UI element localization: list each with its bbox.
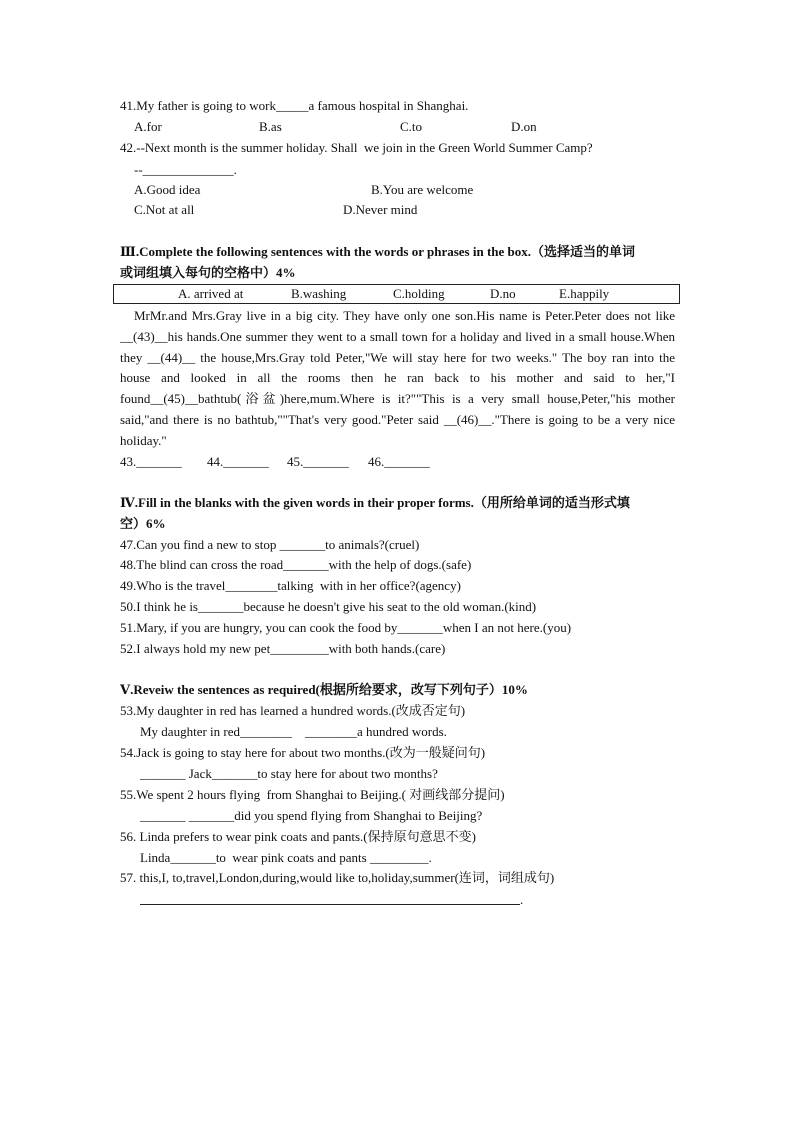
box-word-c: C.holding	[393, 286, 445, 301]
q41-option-d: D.on	[511, 119, 537, 134]
box-word-b: B.washing	[291, 286, 347, 301]
q42-option-b: B.You are welcome	[371, 182, 474, 197]
question-41-stem: 41.My father is going to work_____a famous hospital in Shanghai.	[120, 98, 469, 113]
question-42-stem: 42.--Next month is the summer holiday. Shall we join in the Green World Summer Camp?	[120, 140, 593, 155]
question-53-answer: My daughter in red________ ________a hundred words.	[140, 724, 447, 739]
box-word-e: E.happily	[559, 286, 610, 301]
answer-44: 44._______	[207, 454, 269, 469]
box-word-d: D.no	[490, 286, 516, 301]
section-3-title-cont: 或词组填入每句的空格中）4%	[120, 265, 296, 280]
q42-option-a: A.Good idea	[134, 182, 201, 197]
question-54-answer: _______ Jack_______to stay here for about two months?	[140, 766, 438, 781]
question-56: 56. Linda prefers to wear pink coats and pants.(保持原句意思不变)	[120, 829, 476, 844]
question-52: 52.I always hold my new pet_________with both hands.(care)	[120, 641, 446, 656]
question-56-answer: Linda_______to wear pink coats and pants _________.	[140, 850, 432, 865]
answer-43: 43._______	[120, 454, 182, 469]
section-3-title: Ⅲ.Complete the following sentences with the words or phrases in the box.（选择适当的单词	[120, 244, 635, 259]
q41-option-c: C.to	[400, 119, 423, 134]
question-47: 47.Can you find a new to stop _______to animals?(cruel)	[120, 537, 420, 552]
section-4-title: Ⅳ.Fill in the blanks with the given words in their proper forms.（用所给单词的适当形式填	[120, 495, 630, 510]
question-55-answer: _______ _______did you spend flying from Shanghai to Beijing?	[140, 808, 483, 823]
cloze-passage: MrMr.and Mrs.Gray live in a big city. They have only one son.His name is Peter.Peter does not like __(43)__his hands.One summer they went to a small town for a holiday and lived in a small house.When they __(44)__ the house,Mrs.Gray told Peter,"We will stay here for two weeks." The boy ran into the house and looked in all the rooms then he ran back to his mother and said to her,"I found__(45)__bathtub(浴盆)here,mum.Where is it?""This is a very small house,Peter,"his mother said,"and there is no bathtub,""That's very good."Peter said __(46)__."There is going to be a very nice holiday."	[120, 308, 675, 448]
q41-option-b: B.as	[259, 119, 282, 134]
question-53: 53.My daughter in red has learned a hundred words.(改成否定句)	[120, 703, 466, 718]
q42-option-d: D.Never mind	[343, 202, 418, 217]
question-57: 57. this,I, to,travel,London,during,would like to,holiday,summer(连词，词组成句)	[120, 870, 555, 885]
question-48: 48.The blind can cross the road_______with the help of dogs.(safe)	[120, 557, 472, 572]
question-42-reply: --______________.	[134, 162, 237, 177]
question-51: 51.Mary, if you are hungry, you can cook the food by_______when I an not here.(you)	[120, 620, 572, 635]
question-55: 55.We spent 2 hours flying from Shanghai to Beijing.( 对画线部分提问)	[120, 787, 505, 802]
box-word-a: A. arrived at	[178, 286, 244, 301]
question-50: 50.I think he is_______because he doesn't give his seat to the old woman.(kind)	[120, 599, 537, 614]
section-5-title: Ⅴ.Reveiw the sentences as required(根据所给要求，改写下列句子）10%	[120, 682, 528, 697]
question-49: 49.Who is the travel________talking with in her office?(agency)	[120, 578, 461, 593]
section-4-title-cont: 空）6%	[120, 516, 166, 531]
q41-option-a: A.for	[134, 119, 162, 134]
q42-option-c: C.Not at all	[134, 202, 195, 217]
answer-line-end-mark: .	[520, 892, 524, 907]
answer-46: 46._______	[368, 454, 430, 469]
answer-line-57	[140, 904, 520, 905]
answer-45: 45._______	[287, 454, 349, 469]
question-54: 54.Jack is going to stay here for about two months.(改为一般疑问句)	[120, 745, 486, 760]
